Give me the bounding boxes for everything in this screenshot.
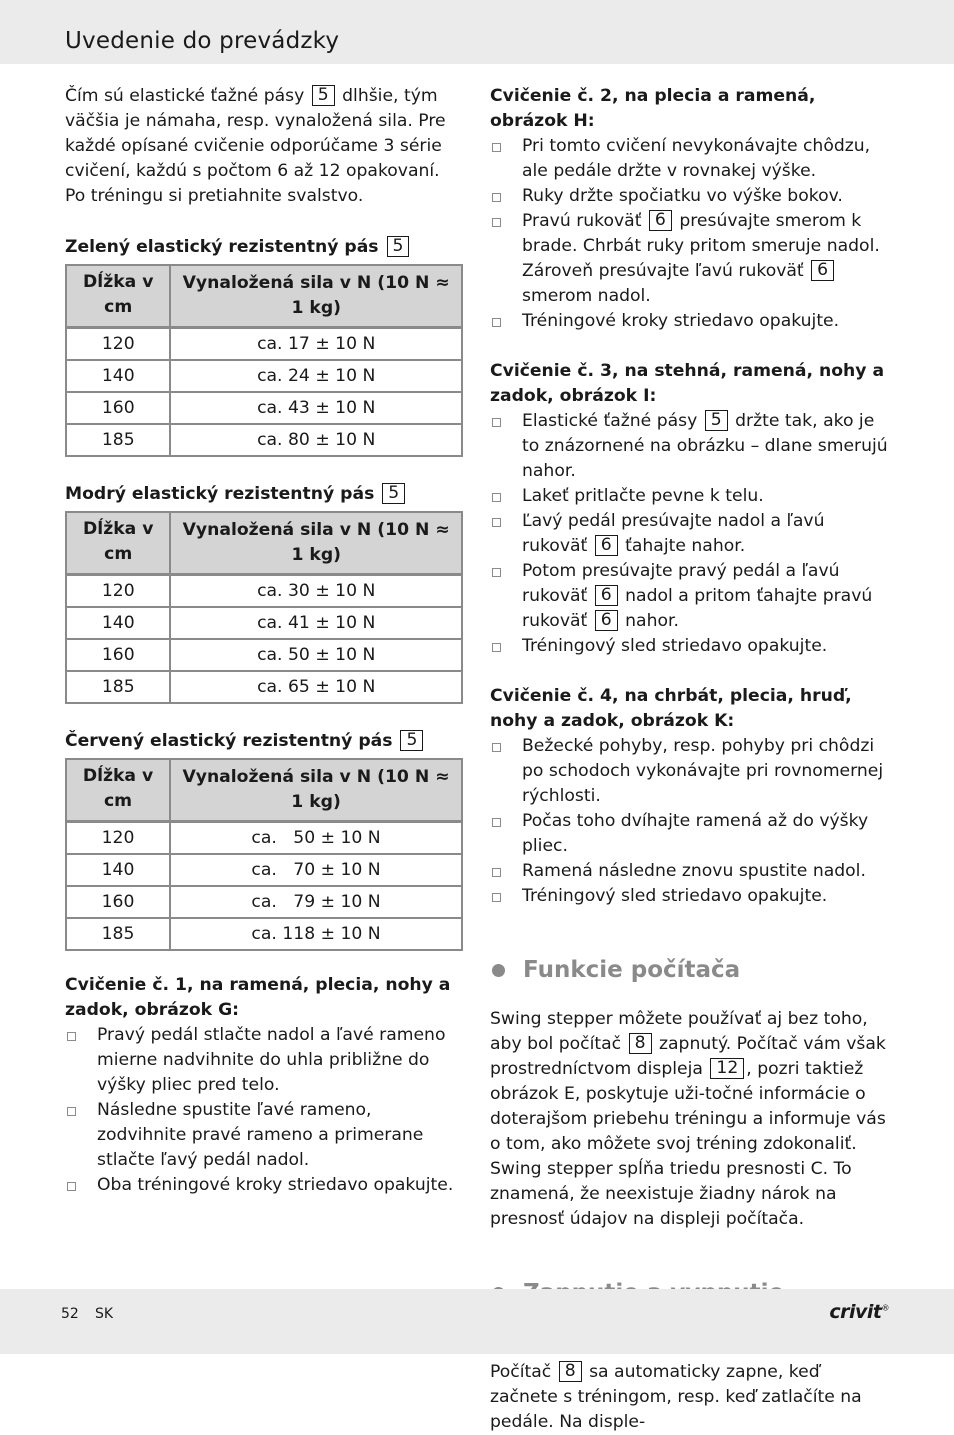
table-row: 185 ca. 65 ± 10 N [66,671,462,703]
table-row: 140 ca. 70 ± 10 N [66,854,462,886]
part-reference: 6 [595,585,618,606]
list-item: Pravú rukoväť 6 presúvajte smerom k brade. Chrbát ruky pritom smeruje nadol. Zároveň presúvajte ľavú rukoväť 6 smerom nadol. [490,209,890,309]
column-header: Vynaložená sila v N (10 N ≈ 1 kg) [170,512,462,575]
table-row: 185 ca. 80 ± 10 N [66,424,462,456]
list-item: Pravý pedál stlačte nadol a ľavé rameno mierne nadvihnite do uhla približne do výšky pliec pred telo. [65,1023,463,1098]
exercise-1-title: Cvičenie č. 1, na ramená, plecia, nohy a zadok, obrázok G: [65,975,451,1020]
table-row: 120 ca. 17 ± 10 N [66,328,462,361]
page-footer [0,1289,954,1354]
list-item: Oba tréningové kroky striedavo opakujte. [65,1173,463,1198]
list-item: Ľavý pedál presúvajte nadol a ľavú rukoväť 6 ťahajte nahor. [490,509,890,559]
part-reference: 6 [811,260,834,281]
table-blue [65,511,463,704]
list-item: Ramená následne znovu spustite nadol. [490,859,890,884]
table-row: 160 ca. 43 ± 10 N [66,392,462,424]
computer-paragraph-2: Swing stepper spĺňa triedu presnosti C. To znamená, že neexistuje žiadny nárok na presnosť údajov na displeji počítača. [490,1159,852,1229]
exercise-2-list [490,134,890,334]
list-item: Lakeť pritlačte pevne k telu. [490,484,890,509]
page-number: 52 [61,1306,79,1322]
exercise-2-title: Cvičenie č. 2, na plecia a ramená, obrázok H: [490,86,816,131]
exercise-3-list [490,409,890,659]
table-row: 120 ca. 30 ± 10 N [66,575,462,608]
list-item: Tréningové kroky striedavo opakujte. [490,309,890,334]
list-item: Potom presúvajte pravý pedál a ľavú rukoväť 6 nadol a pritom ťahajte pravú rukoväť 6 nahor. [490,559,890,634]
table-title-blue: Modrý elastický rezistentný pás 5 [65,482,463,507]
exercise-4-list [490,734,890,909]
part-reference: 6 [595,535,618,556]
table-row: 140 ca. 24 ± 10 N [66,360,462,392]
power-paragraph: Počítač 8 sa automaticky zapne, keď začnete s tréningom, resp. keď zatlačíte na pedále. Na disple- [490,1361,862,1432]
left-column [65,84,463,1198]
column-header: Dĺžka v cm [66,265,170,328]
part-reference: 5 [387,236,410,257]
part-reference: 8 [629,1033,652,1054]
part-reference: 5 [312,85,335,106]
table-red [65,758,463,951]
part-reference: 5 [400,730,423,751]
table-row: 140 ca. 41 ± 10 N [66,607,462,639]
part-reference: 12 [710,1058,744,1079]
section-heading-computer: Funkcie počítača [490,955,890,985]
page-header [0,0,954,64]
column-header: Vynaložená sila v N (10 N ≈ 1 kg) [170,265,462,328]
list-item: Bežecké pohyby, resp. pohyby pri chôdzi po schodoch vykonávajte pri rovnomernej rýchlosti. [490,734,890,809]
part-reference: 8 [559,1361,582,1382]
list-item: Tréningový sled striedavo opakujte. [490,884,890,909]
part-reference: 5 [382,483,405,504]
list-item: Následne spustite ľavé rameno, zodvihnite pravé rameno a primerane stlačte ľavý pedál nadol. [65,1098,463,1173]
part-reference: 5 [705,410,728,431]
list-item: Pri tomto cvičení nevykonávajte chôdzu, ale pedále držte v rovnakej výške. [490,134,890,184]
table-green [65,264,463,457]
table-row: 120 ca. 50 ± 10 N [66,822,462,855]
list-item: Elastické ťažné pásy 5 držte tak, ako je to znázornené na obrázku – dlane smerujú nahor. [490,409,890,484]
table-row: 160 ca. 50 ± 10 N [66,639,462,671]
list-item: Ruky držte spočiatku vo výške bokov. [490,184,890,209]
part-reference: 6 [595,610,618,631]
right-column [490,84,890,1435]
column-header: Vynaložená sila v N (10 N ≈ 1 kg) [170,759,462,822]
intro-paragraph: Čím sú elastické ťažné pásy 5 dlhšie, tým väčšia je námaha, resp. vynaložená sila. Pre každé opísané cvičenie odporúčame 3 série cvičení, každú s počtom 6 až 12 opakovaní. Po tréningu si pretiahnite svalstvo. [65,85,446,206]
brand-logo: crivit® [829,1301,889,1323]
computer-paragraph-1: Swing stepper môžete používať aj bez toho, aby bol počítač 8 zapnutý. Počítač vám však prostredníctvom displeja 12 , pozri taktiež obrázok E, poskytuje uži-točné informácie o doterajšom priebehu tréningu a informuje vás o tom, ako môžete svoj tréning zdokonaliť. [490,1009,886,1154]
list-item: Počas toho dvíhajte ramená až do výšky pliec. [490,809,890,859]
exercise-1-list [65,1023,463,1198]
list-item: Tréningový sled striedavo opakujte. [490,634,890,659]
column-header: Dĺžka v cm [66,512,170,575]
table-title-red: Červený elastický rezistentný pás 5 [65,729,463,754]
table-row: 160 ca. 79 ± 10 N [66,886,462,918]
exercise-3-title: Cvičenie č. 3, na stehná, ramená, nohy a zadok, obrázok I: [490,361,885,406]
table-row: 185 ca. 118 ± 10 N [66,918,462,950]
column-header: Dĺžka v cm [66,759,170,822]
page-title: Uvedenie do prevádzky [65,28,340,54]
language-code: SK [95,1306,114,1322]
bullet-dot-icon [492,964,505,977]
part-reference: 6 [649,210,672,231]
table-title-green: Zelený elastický rezistentný pás 5 [65,235,463,260]
exercise-4-title: Cvičenie č. 4, na chrbát, plecia, hruď, nohy a zadok, obrázok K: [490,686,852,731]
